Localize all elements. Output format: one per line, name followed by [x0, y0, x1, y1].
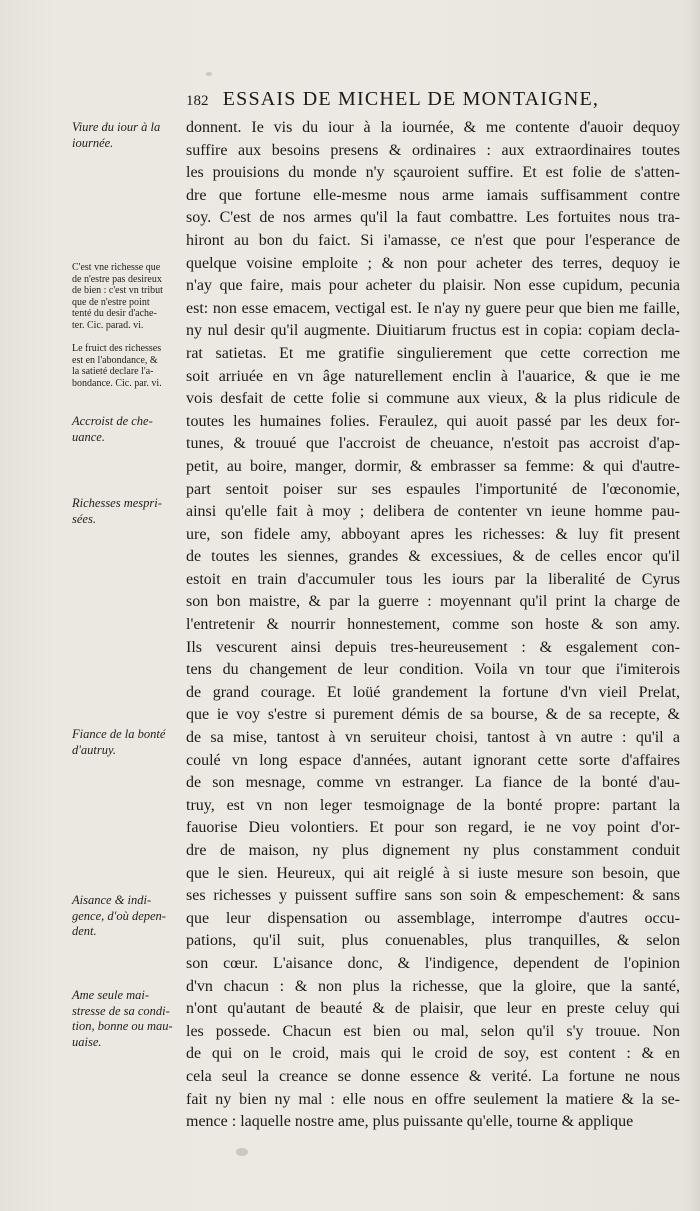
running-header — [186, 88, 672, 111]
text-line: part sentoit poiser sur ses espaules l'importunité de l'œconomie, — [186, 480, 680, 498]
text-line: de qui on le croid, mais qui le croid de soy, est content : & en — [186, 1045, 680, 1063]
text-line: cela seul la creance se donne essence & verité. La fortune ne nous — [186, 1067, 680, 1085]
text-line: vois desfait de cette folie si commune aux vieux, & la plus ridicule de — [186, 390, 680, 408]
margin-note-line: Viure du iour à la — [72, 120, 161, 134]
text-line: fait ny bien ny mal : elle nous en offre seulement la matiere & la se- — [186, 1090, 680, 1108]
margin-note-line: de bien : c'est vn tribut — [72, 285, 163, 296]
text-line: tunes, & trouué que l'accroist de cheuance, n'estoit pas accroist d'ap- — [186, 435, 680, 453]
margin-note-richesses-mesprisees — [72, 496, 182, 527]
text-line: de toutes les siennes, grandes & excessiues, & de celles encor qu'il — [186, 548, 680, 566]
margin-note-line: que de n'estre point — [72, 296, 150, 308]
text-line: ainsi qu'elle fait à moy ; delibera de contenter vn ieune homme pau- — [186, 503, 680, 521]
margin-note-line: uance. — [72, 429, 105, 444]
text-line: n'ay que faire, mais pour acheter du plaisir. Non esse cupidum, pecunia — [186, 277, 680, 295]
margin-note-line: Richesses mespri- — [72, 496, 162, 510]
margin-note-line: bondance. Cic. par. vi. — [72, 377, 162, 389]
margin-note-line: Le fruict des richesses — [72, 343, 162, 354]
text-line: l'entretenir & nourrir honnestement, comme son hoste & son amy. — [186, 616, 680, 634]
text-line: donnent. Ie vis du iour à la iournée, & me contente d'auoir dequoy — [186, 119, 680, 136]
text-line: petit, au boire, manger, dormir, & embrasser sa femme: & qui d'autre- — [186, 457, 680, 475]
margin-note-ame-seule — [72, 988, 182, 1050]
margin-note-line: d'autruy. — [72, 742, 116, 757]
margin-note-line: uaise. — [72, 1034, 102, 1049]
text-line: dre que fortune elle-mesme nous arme iamais suffisamment contre — [186, 186, 680, 204]
margin-note-line: gence, d'où depen- — [72, 908, 166, 923]
text-line: tens du changement de leur condition. Voila vn tour que i'imiterois — [186, 661, 680, 679]
margin-note-line: Fiance de la bonté — [72, 727, 166, 741]
text-line: de sa mise, tantost à vn seruiteur choisi, tantost à vn autre : qu'il a — [186, 729, 680, 747]
text-line: soy. C'est de nos armes qu'il la faut combattre. Les fortuites nous tra- — [186, 209, 680, 227]
text-line: dre de maison, ny plus dignement ny plus constamment conduit — [186, 842, 680, 859]
margin-note-fiance — [72, 727, 182, 758]
text-line: les prouisions du monde n'y sçauroient suffire. Et est folie de s'atten- — [186, 164, 680, 182]
text-line: n'ont qu'autant de beauté & de plaisir, que leur en preste celuy qui — [186, 1000, 680, 1018]
page-edge-shadow — [686, 0, 700, 1211]
text-line: toutes les humaines folies. Feraulez, qui auoit passé par les deux for- — [186, 412, 680, 430]
text-line: hiront au bon du faict. Si i'amasse, ce n'est que pour l'esperance de — [186, 231, 680, 249]
text-line: quelque voisine emploite ; & non pour acheter des terres, dequoy ie — [186, 254, 680, 272]
margin-note-line: tenté du desir d'ache- — [72, 308, 157, 319]
text-line: ure, son fidele amy, abboyant apres les richesses: & luy fit present — [186, 525, 680, 543]
margin-note-line: Accroist de che- — [72, 414, 153, 428]
text-line: pations, qu'il suit, plus conuenables, plus tranquilles, & selon — [186, 932, 680, 950]
margin-note-line: ter. Cic. parad. vi. — [72, 319, 144, 331]
text-line: ses richesses y puissent suffire sans son soin & empeschement: & sans — [186, 887, 680, 905]
ink-speck — [206, 72, 212, 76]
text-line: les possede. Chacun est bien ou mal, selon qu'il s'y trouue. Non — [186, 1022, 680, 1040]
text-line: Ils vescurent ainsi depuis tres-heureusement : & esgalement con- — [186, 638, 680, 656]
margin-note-richesse-desir — [72, 262, 182, 331]
text-line: truy, est vn non leger tesmoignage de la bonté propre: partant la — [186, 796, 680, 814]
margin-note-line: Ame seule mai- — [72, 988, 150, 1002]
text-line: ny nul desir qu'il augmente. Diuitiarum fructus est in copia: copiam decla- — [186, 322, 680, 340]
text-line: de son mesnage, comme vn estranger. La fiance de la bonté d'au- — [186, 774, 680, 792]
text-line: mence : laquelle nostre ame, plus puissante qu'elle, tourne & applique — [186, 1113, 634, 1131]
margin-note-accroist — [72, 414, 182, 445]
text-line: estoit en train d'accumuler tous les iours par la liberalité de Cyrus — [186, 570, 680, 588]
text-line: suffire aux besoins presens & ordinaires : aux extraordinaires toutes — [186, 141, 680, 159]
margin-note-aisance — [72, 893, 182, 940]
margin-note-line: iournée. — [72, 135, 114, 150]
main-text-block — [186, 117, 680, 1134]
text-line: fauorise Dieu volontiers. Et pour son regard, ie ne voy point d'or- — [186, 819, 680, 837]
margin-note-fruict — [72, 343, 182, 389]
margin-note-viure — [72, 120, 182, 151]
margin-note-line: sées. — [72, 511, 96, 526]
ink-speck — [236, 1148, 248, 1156]
margin-note-line: Aisance & indi- — [72, 893, 152, 907]
margin-note-line: la satieté declare l'a- — [72, 366, 154, 377]
text-line: d'vn chacun : & non plus la richesse, que la gloire, que la santé, — [186, 977, 680, 995]
margin-note-line: tion, bonne ou mau- — [72, 1019, 173, 1033]
margin-note-line: stresse de sa condi- — [72, 1003, 170, 1018]
text-line: de grand courage. Et loüé grandement la fortune d'vn vieil Prelat, — [186, 683, 680, 701]
margin-note-line: C'est vne richesse que — [72, 262, 161, 273]
text-line: que ie voy s'estre si purement démis de sa bourse, & de sa recepte, & — [186, 706, 680, 724]
text-line: soit arriuée en vn âge naturellement enclin à l'auarice, & que ie me — [186, 367, 680, 385]
text-line: que leur dispensation ou assemblage, interrompe d'autres occu- — [186, 909, 680, 927]
text-line: que le sien. Heureux, qui ait reiglé à si iuste mesure son besoin, que — [186, 864, 680, 882]
margin-note-line: est en l'abondance, & — [72, 354, 158, 366]
margin-note-line: dent. — [72, 924, 97, 938]
margin-note-line: de n'estre pas desireux — [72, 273, 162, 285]
running-title: ESSAIS DE MICHEL DE MONTAIGNE, — [222, 88, 600, 110]
text-line: coulé vn long espace d'années, autant ignorant cette sorte d'affaires — [186, 751, 680, 769]
page-number: 182 — [186, 93, 209, 109]
text-line: rat satietas. Et me gratifie singulierement que cette correction me — [186, 344, 680, 362]
text-line: son bon maistre, & par la guerre : moyennant qu'il print la charge de — [186, 593, 680, 611]
text-line: son cœur. L'aisance donc, & l'indigence, dependent de l'opinion — [186, 954, 680, 972]
text-line: est: non esse emacem, vectigal est. Ie n'ay ny guere peur que bien me faille, — [186, 299, 680, 317]
